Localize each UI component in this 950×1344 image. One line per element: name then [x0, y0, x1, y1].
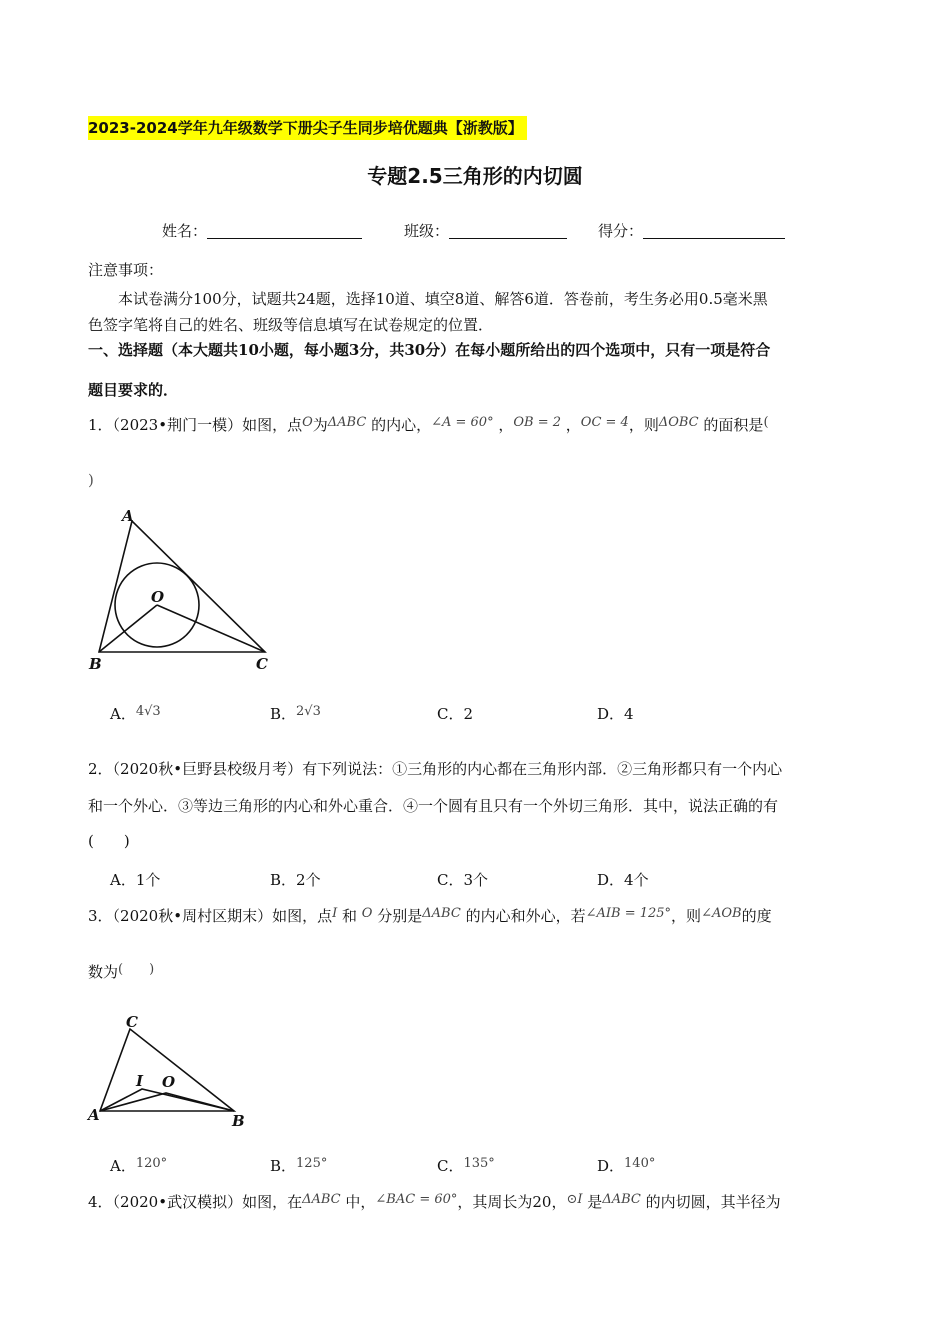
- q3-text: 分别是: [377, 907, 423, 925]
- q2-option-b-value: 2个: [296, 871, 321, 889]
- q3-option-b[interactable]: B．125°: [270, 1156, 328, 1175]
- q4-text: ，其周长为20，: [457, 1193, 567, 1211]
- q3-math-o: O: [361, 906, 373, 921]
- name-label: 姓名：: [162, 222, 208, 240]
- q3-text: 和: [342, 907, 358, 925]
- q1-label-c: C: [256, 655, 268, 673]
- q3-math-aib: ∠AIB = 125°: [585, 906, 672, 921]
- q3-option-a-value: 120°: [135, 1156, 168, 1171]
- class-field: [404, 220, 567, 241]
- q4-text: 中，: [345, 1193, 376, 1211]
- section1-line1: 一、选择题（本大题共10小题，每小题3分，共30分）在每小题所给出的四个选项中，只有一项是符合: [88, 341, 771, 359]
- q1-option-b[interactable]: B．2√3: [270, 704, 321, 723]
- q3-label-i: I: [136, 1072, 144, 1090]
- q2-line2: 和一个外心．③等边三角形的内心和外心重合．④一个圆有且只有一个外切三角形．其中，说法正确的有: [88, 797, 779, 815]
- q4-text: 是: [587, 1193, 603, 1211]
- q3-text: 的度: [741, 907, 772, 925]
- q1-option-a-value: 4√3: [135, 704, 161, 719]
- notice-line2: 色签字笔将自己的姓名、班级等信息填写在试卷规定的位置．: [88, 316, 494, 334]
- q1-option-d[interactable]: D．4: [597, 705, 634, 723]
- q2-option-a[interactable]: A．1个: [110, 871, 161, 889]
- q3-option-d[interactable]: D．140°: [597, 1156, 656, 1175]
- q2-option-c[interactable]: C．3个: [437, 871, 489, 889]
- class-label: 班级：: [404, 222, 450, 240]
- q2-line1: [88, 758, 782, 779]
- q1-option-a[interactable]: A．4√3: [110, 704, 161, 723]
- q4-math-circle: ⊙I: [566, 1192, 583, 1207]
- series-banner: 2023-2024学年九年级数学下册尖子生同步培优题典【浙教版】: [88, 116, 527, 140]
- q4-math-bac: ∠BAC = 60°: [375, 1192, 458, 1207]
- q4-math-abc2: ΔABC: [602, 1192, 641, 1207]
- notice-label: 注意事项：: [88, 261, 164, 279]
- q1-math-ob: OB = 2: [513, 415, 561, 430]
- q3-stem: [88, 905, 772, 926]
- q2-option-d-value: 4个: [624, 871, 649, 889]
- q1-option-c-value: 2: [463, 705, 474, 723]
- q4-number: 4．: [88, 1193, 113, 1211]
- q2-paren: ( ): [88, 832, 130, 850]
- q3-option-a[interactable]: A．120°: [110, 1156, 168, 1175]
- section1-line2: 题目要求的．: [88, 381, 179, 399]
- q3-segments-i: [100, 1089, 234, 1111]
- q4-stem: [88, 1191, 781, 1212]
- q3-option-c[interactable]: C．135°: [437, 1156, 495, 1175]
- q3-math-aob: ∠AOB: [701, 906, 742, 921]
- q3-triangle: [100, 1029, 234, 1111]
- q1-text: ，则: [628, 416, 659, 434]
- q4-text: 的内切圆，其半径为: [645, 1193, 781, 1211]
- q1-option-b-value: 2√3: [296, 704, 321, 719]
- q1-segment-oc: [157, 605, 265, 652]
- q3-text: ，则: [671, 907, 702, 925]
- q1-option-c[interactable]: C．2: [437, 705, 474, 723]
- q2-option-d[interactable]: D．4个: [597, 871, 649, 889]
- q1-stem: 1．（2023•荆门一模）如图，点O为ΔABC 的内心，∠A = 60° ，OB = 2 ，OC = 4，则ΔOBC 的面积是(: [88, 415, 769, 434]
- q3-line2: [88, 958, 154, 982]
- q1-math-obc: ΔOBC: [658, 415, 699, 430]
- q4-text: （2020•武汉模拟）如图，在: [112, 1193, 303, 1211]
- q3-text: 数为: [88, 963, 119, 981]
- q1-math-o: O: [302, 415, 313, 430]
- q3-text: 的内心和外心，若: [465, 907, 586, 925]
- q3-text: （2020秋•周村区期末）如图，点: [112, 907, 333, 925]
- q3-number: 3．: [88, 907, 113, 925]
- q1-text: 为: [312, 416, 328, 434]
- q1-source: （2023•荆门一模）如图，点: [112, 416, 303, 434]
- class-blank: [449, 238, 567, 239]
- q1-number: 1．: [88, 416, 113, 434]
- q1-option-d-value: 4: [624, 705, 634, 723]
- q2-option-a-value: 1个: [135, 871, 161, 889]
- q3-label-c: C: [126, 1013, 138, 1031]
- q2-option-b[interactable]: B．2个: [270, 871, 321, 889]
- q1-label-b: B: [89, 655, 102, 673]
- q3-math-abc: ΔABC: [422, 906, 461, 921]
- q3-paren: ( ): [118, 962, 155, 977]
- name-blank: [207, 238, 362, 239]
- q1-text: 的面积是: [703, 416, 764, 434]
- q3-label-a: A: [88, 1106, 100, 1124]
- page-title: 专题2.5三角形的内切圆: [367, 164, 583, 188]
- q3-label-b: B: [232, 1112, 245, 1130]
- q3-option-c-value: 135°: [463, 1156, 495, 1171]
- q3-option-b-value: 125°: [296, 1156, 328, 1171]
- q1-math-angle: ∠A = 60°: [431, 415, 494, 430]
- score-label: 得分：: [598, 222, 644, 240]
- q1-segment-ob: [99, 605, 157, 652]
- q3-label-o: O: [162, 1073, 176, 1091]
- q1-label-a: A: [122, 507, 134, 525]
- q2-number: 2．: [88, 760, 113, 778]
- q1-math-abc: ΔABC: [327, 415, 367, 430]
- q1-figure: [84, 503, 284, 675]
- q1-label-o: O: [151, 588, 165, 606]
- q3-figure: [84, 1012, 254, 1132]
- notice-line1: 本试卷满分100分，试题共24题，选择10道、填空8道、解答6道．答卷前，考生务必用0.5毫米黑: [118, 290, 768, 308]
- q4-math-abc: ΔABC: [302, 1192, 341, 1207]
- score-field: [598, 220, 785, 241]
- q2-option-c-value: 3个: [463, 871, 489, 889]
- q3-option-d-value: 140°: [624, 1156, 656, 1171]
- q3-math-i: I: [332, 906, 338, 921]
- q1-paren-close: ): [88, 471, 94, 489]
- q1-paren-open: (: [763, 415, 769, 430]
- name-field: [162, 220, 362, 241]
- q2-text: （2020秋•巨野县校级月考）有下列说法：①三角形的内心都在三角形内部．②三角形都只有一个内心: [112, 760, 783, 778]
- q1-text: 的内心，: [371, 416, 432, 434]
- score-blank: [643, 238, 785, 239]
- q1-math-oc: OC = 4: [580, 415, 629, 430]
